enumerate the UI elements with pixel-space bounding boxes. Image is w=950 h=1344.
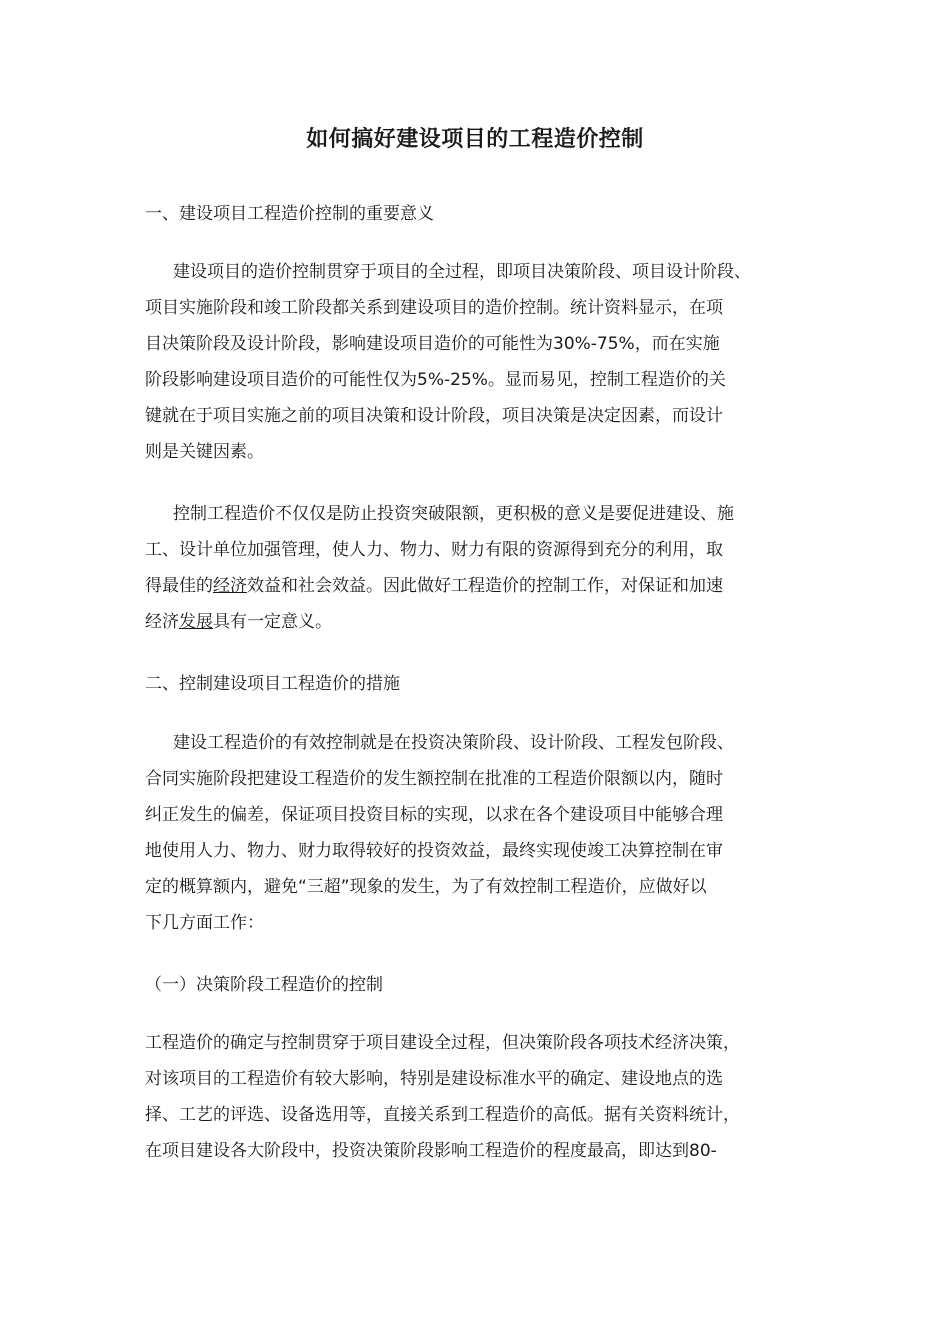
text-run: 经济 [145, 612, 179, 632]
development-link[interactable]: 发展 [179, 612, 213, 632]
paragraph-line: 目决策阶段及设计阶段，影响建设项目造价的可能性为30%-75%，而在实施 [145, 334, 720, 354]
paragraph-line: 合同实施阶段把建设工程造价的发生额控制在批准的工程造价限额以内，随时 [145, 769, 723, 789]
paragraph-line [145, 568, 734, 604]
document-title: 如何搞好建设项目的工程造价控制 [306, 127, 644, 152]
subsection-heading-1: （一）决策阶段工程造价的控制 [145, 975, 383, 995]
paragraph-line: 下几方面工作： [145, 913, 264, 933]
paragraph-line: 控制工程造价不仅仅是防止投资突破限额，更积极的意义是要促进建设、施 [173, 504, 734, 524]
paragraph-line: 对该项目的工程造价有较大影响，特别是建设标准水平的确定、建设地点的选 [145, 1069, 723, 1089]
paragraph-line: 纠正发生的偏差，保证项目投资目标的实现，以求在各个建设项目中能够合理 [145, 805, 723, 825]
paragraph-line: 项目实施阶段和竣工阶段都关系到建设项目的造价控制。统计资料显示，在项 [145, 298, 723, 318]
paragraph-significance [145, 254, 751, 470]
paragraph-line: 则是关键因素。 [145, 442, 264, 462]
text-run: 具有一定意义。 [213, 612, 332, 632]
paragraph-line: 地使用人力、物力、财力取得较好的投资效益，最终实现使竣工决算控制在审 [145, 841, 723, 861]
paragraph-cost-control [145, 496, 734, 640]
paragraph-measures [145, 725, 734, 941]
text-run: 得最佳的 [145, 576, 213, 596]
text-run: 效益和社会效益。因此做好工程造价的控制工作，对保证和加速 [247, 576, 723, 596]
paragraph-line: 择、工艺的评选、设备选用等，直接关系到工程造价的高低。据有关资料统计， [145, 1105, 740, 1125]
section-heading-1: 一、建设项目工程造价控制的重要意义 [145, 204, 434, 224]
paragraph-line: 工、设计单位加强管理，使人力、物力、财力有限的资源得到充分的利用，取 [145, 540, 723, 560]
paragraph-line: 键就在于项目实施之前的项目决策和设计阶段，项目决策是决定因素，而设计 [145, 406, 723, 426]
paragraph-line: 定的概算额内，避免“三超”现象的发生，为了有效控制工程造价，应做好以 [145, 877, 707, 897]
economy-link[interactable]: 经济 [213, 576, 247, 596]
paragraph-decision-stage [145, 1025, 740, 1169]
section-heading-2: 二、控制建设项目工程造价的措施 [145, 674, 400, 694]
paragraph-line [145, 604, 734, 640]
paragraph-line: 建设工程造价的有效控制就是在投资决策阶段、设计阶段、工程发包阶段、 [173, 733, 734, 753]
paragraph-line: 建设项目的造价控制贯穿于项目的全过程，即项目决策阶段、项目设计阶段、 [173, 262, 751, 282]
paragraph-line: 在项目建设各大阶段中，投资决策阶段影响工程造价的程度最高，即达到80- [145, 1141, 717, 1161]
paragraph-line: 阶段影响建设项目造价的可能性仅为5%-25%。显而易见，控制工程造价的关 [145, 370, 726, 390]
paragraph-line: 工程造价的确定与控制贯穿于项目建设全过程，但决策阶段各项技术经济决策， [145, 1033, 740, 1053]
